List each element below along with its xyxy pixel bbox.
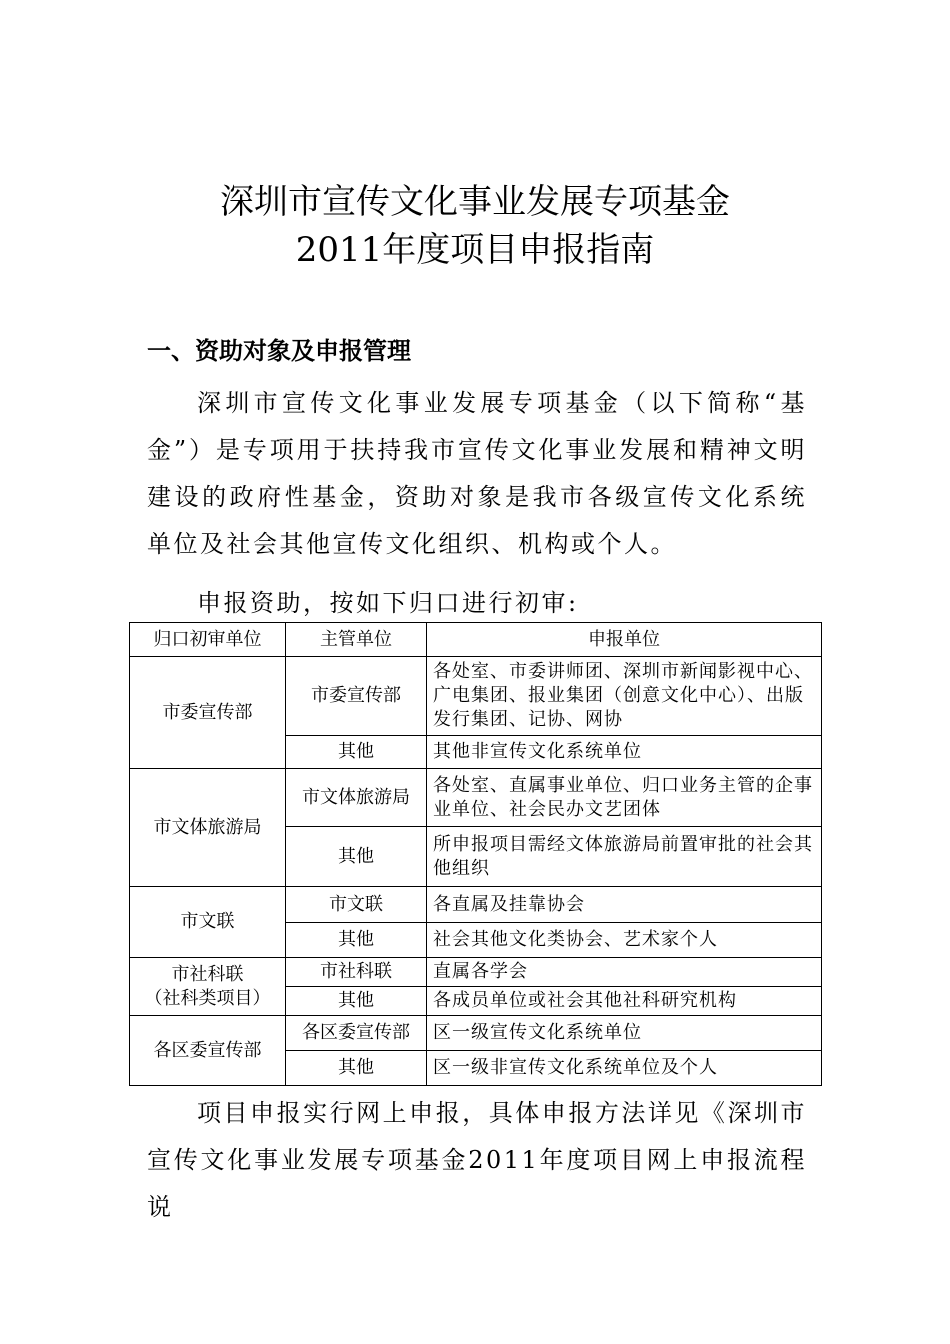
manager-cell: 市文联	[286, 887, 427, 923]
section-heading: 一、资助对象及申报管理	[147, 337, 411, 365]
table-row	[130, 657, 822, 736]
group-cell-line: （社科类项目）	[144, 987, 271, 1009]
table-row	[130, 769, 822, 827]
manager-cell: 其他	[286, 923, 427, 958]
paragraph-review: 申报资助，按如下归口进行初审:	[197, 589, 579, 617]
applicant-cell: 各直属及挂靠协会	[427, 887, 822, 923]
manager-cell: 市社科联	[286, 958, 427, 987]
manager-cell: 其他	[286, 1051, 427, 1086]
table-header-cell: 申报单位	[427, 623, 822, 657]
review-table	[129, 622, 822, 1086]
table-header-cell: 主管单位	[286, 623, 427, 657]
group-cell-line: 市社科联	[171, 963, 244, 985]
applicant-cell: 直属各学会	[427, 958, 822, 987]
applicant-cell: 社会其他文化类协会、艺术家个人	[427, 923, 822, 958]
document-subtitle: 2011年度项目申报指南	[295, 230, 655, 270]
manager-cell: 其他	[286, 736, 427, 769]
manager-cell: 各区委宣传部	[286, 1016, 427, 1051]
table-row	[130, 1016, 822, 1051]
applicant-cell: 各处室、直属事业单位、归口业务主管的企事业单位、社会民办文艺团体	[427, 769, 822, 827]
table-row	[130, 887, 822, 923]
applicant-cell: 区一级宣传文化系统单位	[427, 1016, 822, 1051]
paragraph-intro: 深圳市宣传文化事业发展专项基金（以下简称“基金”）是专项用于扶持我市宣传文化事业发展和精神文明建设的政府性基金，资助对象是我市各级宣传文化系统单位及社会其他宣传文化组织、机构或个人。	[147, 389, 807, 558]
group-cell: 各区委宣传部	[130, 1016, 286, 1086]
paragraph-online: 项目申报实行网上申报，具体申报方法详见《深圳市宣传文化事业发展专项基金2011年度项目网上申报流程说	[147, 1099, 807, 1221]
applicant-cell: 所申报项目需经文体旅游局前置审批的社会其他组织	[427, 827, 822, 887]
applicant-cell: 区一级非宣传文化系统单位及个人	[427, 1051, 822, 1086]
applicant-cell: 各处室、市委讲师团、深圳市新闻影视中心、广电集团、报业集团（创意文化中心）、出版发行集团、记协、网协	[427, 657, 822, 736]
manager-cell: 其他	[286, 827, 427, 887]
table-row	[130, 958, 822, 987]
manager-cell: 市文体旅游局	[286, 769, 427, 827]
applicant-cell: 其他非宣传文化系统单位	[427, 736, 822, 769]
document-title: 深圳市宣传文化事业发展专项基金	[220, 182, 730, 222]
table-header-cell: 归口初审单位	[130, 623, 286, 657]
group-cell: 市文体旅游局	[130, 769, 286, 887]
table-header-row	[130, 623, 822, 657]
group-cell: 市委宣传部	[130, 657, 286, 769]
group-cell	[130, 958, 286, 1016]
manager-cell: 其他	[286, 987, 427, 1016]
applicant-cell: 各成员单位或社会其他社科研究机构	[427, 987, 822, 1016]
manager-cell: 市委宣传部	[286, 657, 427, 736]
group-cell: 市文联	[130, 887, 286, 958]
